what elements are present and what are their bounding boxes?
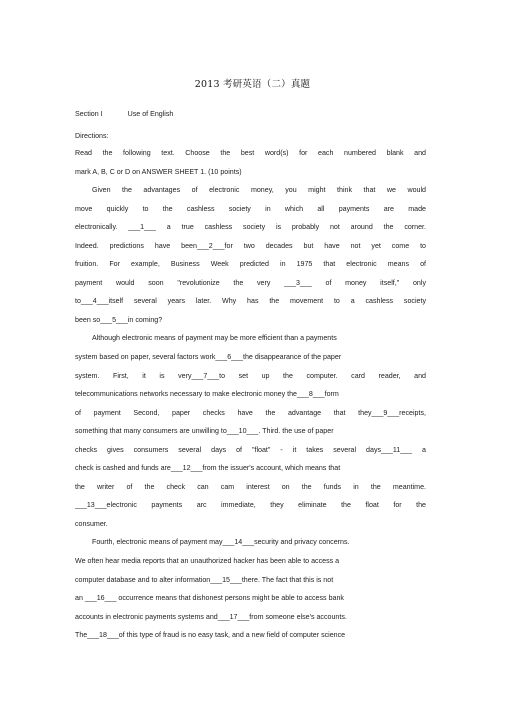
text-line: Read the following text. Choose the best word(s) for each numbered blank and — [75, 149, 426, 157]
section-label: Section I — [75, 110, 103, 118]
text-line: computer database and to alter information___15___there. The fact that this is not — [75, 575, 334, 584]
section-heading — [75, 107, 426, 122]
text-line: We often hear media reports that an unauthorized hacker has been able to access a — [75, 557, 340, 566]
text-line: Fourth, electronic means of payment may___14___security and privacy concerns. — [92, 538, 350, 547]
text-line: system. First, it is very___7___to set up the computer. card reader, and — [75, 371, 426, 380]
text-line: check is cashed and funds are___12___from the issuer's account, which means that — [75, 464, 341, 473]
text-line: The___18___of this type of fraud is no easy task, and a new field of computer science — [75, 631, 346, 640]
text-line: the writer of the check can cam interest on the funds in the meantime. — [75, 482, 426, 491]
text-line: checks gives consumers several days of "float" - it takes several days___11___ a — [75, 445, 426, 454]
text-line: of payment Second, paper checks have the advantage that they___9___receipts, — [75, 408, 426, 417]
section-name: Use of English — [127, 110, 174, 118]
text-line: telecommunications networks necessary to make electronic money the___8___form — [75, 390, 339, 399]
text-line: Although electronic means of payment may be more efficient than a payments — [92, 334, 337, 343]
text-line: an ___16___ occurrence means that dishonest persons might be able to access bank — [75, 594, 344, 603]
text-line: ___13___electronic payments arc immediate, they eliminate the float for the — [75, 501, 426, 510]
text-line: fruition. For example, Business Week predicted in 1975 that electronic means of — [75, 260, 426, 269]
text-line: consumer. — [75, 519, 108, 528]
text-line: payment would soon "revolutionize the very ___3___ of money itself," only — [75, 278, 426, 287]
text-line: system based on paper, several factors work___6___the disappearance of the paper — [75, 353, 342, 362]
text-line: something that many consumers are unwilling to___10___. Third. the use of paper — [75, 427, 334, 436]
text-line: mark A, B, C or D on ANSWER SHEET 1. (10 points) — [75, 167, 242, 176]
text-line: accounts in electronic payments systems and___17___from someone else's accounts. — [75, 612, 347, 621]
page-title: 2013 考研英语（二）真题 — [194, 79, 311, 90]
text-line: Given the advantages of electronic money, you might think that we would — [92, 186, 426, 195]
text-line: move quickly to the cashless society in which all payments are made — [75, 204, 426, 213]
directions-label: Directions: — [75, 132, 109, 140]
text-line: Indeed. predictions have been___2___for two decades but have not yet come to — [75, 241, 426, 250]
document-body — [75, 107, 426, 645]
text-line: been so___5___in coming? — [75, 315, 163, 324]
text-line: electronically. ___1___ a true cashless society is probably not around the corner. — [75, 223, 426, 232]
text-line: to___4___itself several years later. Why has the movement to a cashless society — [75, 297, 426, 306]
text-lines — [75, 144, 426, 645]
